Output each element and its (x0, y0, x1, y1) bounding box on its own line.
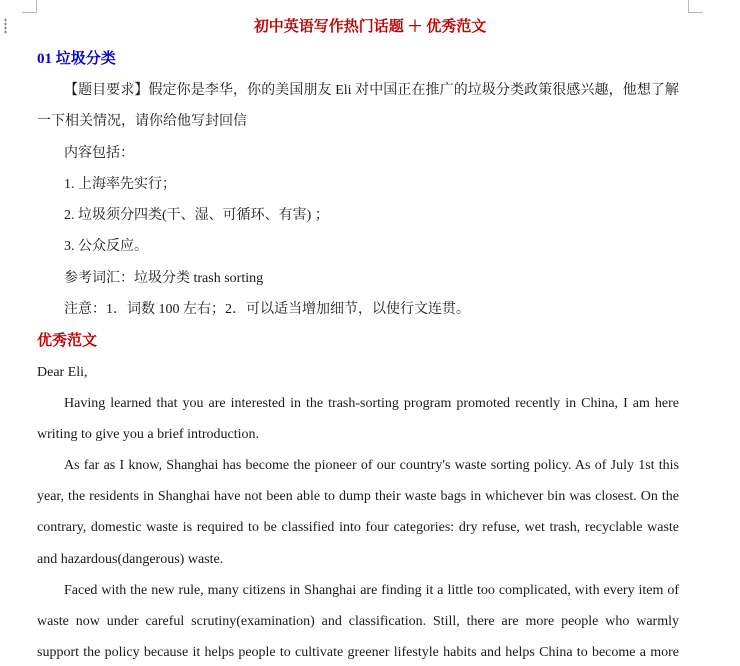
paragraph-1-line-2: writing to give you a brief introduction. (37, 427, 260, 442)
paragraph-2-line-3: contrary, domestic waste is required to be classified into four categories: dry refuse, wet trash, recyclable waste (37, 520, 679, 535)
document-title: 初中英语写作热门话题 ＋ 优秀范文 (253, 19, 487, 35)
paragraph-3-line-2: waste now under careful scrutiny(examination) and classification. Still, there are more people who warmly (37, 614, 679, 629)
sample-essay-heading: 优秀范文 (37, 333, 98, 349)
content-item-3: 3. 公众反应。 (64, 239, 148, 254)
paragraph-3-line-3: support the policy because it helps people to cultivate greener lifestyle habits and helps China to become a more (37, 645, 679, 660)
section-heading: 01 垃圾分类 (37, 51, 116, 67)
paragraph-2-line-2: year, the residents in Shanghai have not been able to dump their waste bags in whichever bin was closest. On the (37, 489, 679, 504)
margin-corner-top-left (22, 0, 37, 13)
paragraph-2-line-4: and hazardous(dangerous) waste. (37, 552, 224, 567)
prompt-line-2: 一下相关情况，请你给他写封回信 (37, 114, 247, 129)
content-label: 内容包括： (64, 146, 134, 161)
paragraph-2-line-1: As far as I know, Shanghai has become the pioneer of our country's waste sorting policy. As of July 1st this (64, 458, 679, 473)
paragraph-1-line-1: Having learned that you are interested in the trash-sorting program promoted recently in China, I am here (64, 396, 679, 411)
paragraph-3-line-1: Faced with the new rule, many citizens in Shanghai are finding it a little too complicated, with every item of (64, 583, 679, 598)
letter-greeting: Dear Eli, (37, 365, 88, 380)
content-item-2: 2. 垃圾须分四类(干、湿、可循环、有害) ； (64, 208, 329, 223)
content-item-1: 1. 上海率先实行； (64, 177, 176, 192)
prompt-line-1: 【题目要求】假定你是李华，你的美国朋友 Eli 对中国正在推广的垃圾分类政策很感兴趣，他想了解 (64, 83, 679, 98)
word-count-note: 注意：1．词数 100 左右；2．可以适当增加细节，以使行文连贯。 (64, 302, 470, 317)
vocabulary-hint: 参考词汇：垃圾分类 trash sorting (64, 271, 264, 286)
margin-corner-top-right (688, 0, 703, 13)
